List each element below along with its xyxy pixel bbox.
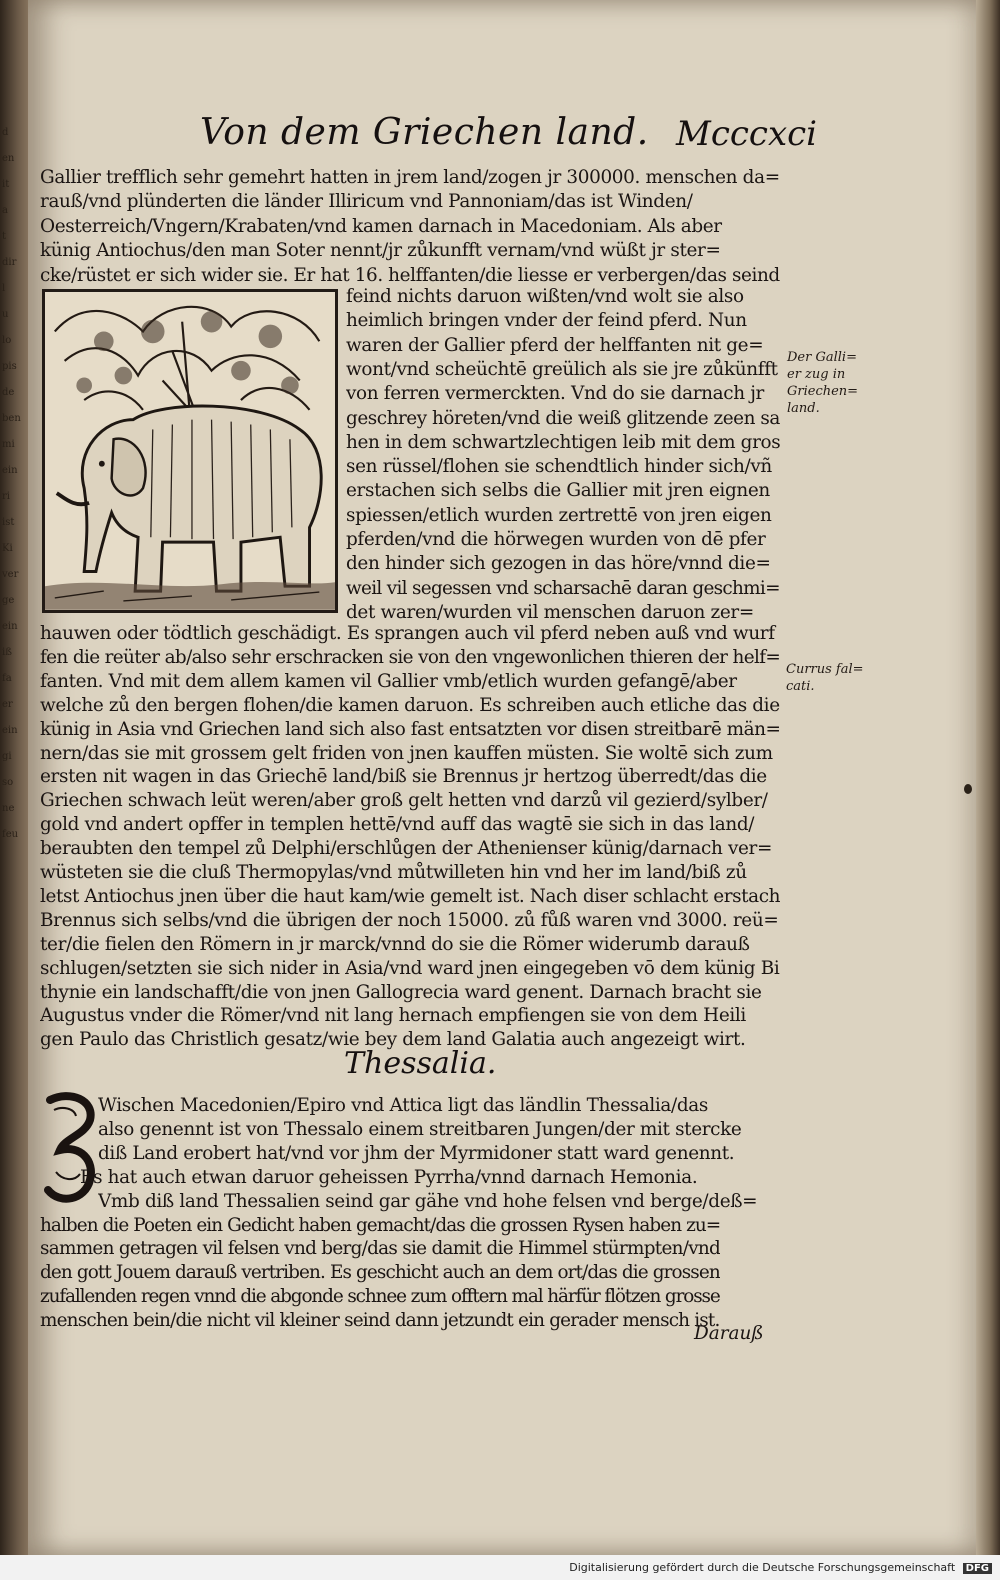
lower-line-8: Griechen schwach leüt weren/aber groß gelt hetten vnd darzů vil gezierd/sylber/ <box>40 790 768 812</box>
thessalia-line-3: diß Land erobert hat/vnd vor jhm der Myrmidoner statt ward genennt. <box>98 1142 735 1164</box>
adjacent-fragment: ben <box>2 413 21 424</box>
lower-line-16: thynie ein landschafft/die von jnen Gallogrecia ward genent. Darnach bracht sie <box>40 981 762 1003</box>
adjacent-page-gutter <box>0 0 30 1580</box>
adjacent-fragment: gi <box>2 751 12 762</box>
thessalia-line-6: halben die Poeten ein Gedicht haben gemacht/das die grossen Rysen haben zu= <box>40 1214 720 1236</box>
adjacent-fragment: it <box>2 179 10 190</box>
lower-line-10: beraubten den tempel zů Delphi/erschlůgen der Athenienser künig/darnach ver= <box>40 838 773 860</box>
lower-line-1: hauwen oder tödtlich geschädigt. Es sprangen auch vil pferd neben auß vnd wurf <box>40 623 775 644</box>
adjacent-fragment: ein <box>2 621 18 632</box>
thessalia-line-7: sammen getragen vil felsen vnd berg/das sie damit die Himmel stürmpten/vnd <box>40 1238 720 1260</box>
lower-line-2: fen die reüter ab/also sehr erschracken sie von den vngewonlichen thieren der helf= <box>40 646 780 668</box>
wrap-line-4: wont/vnd scheüchtē greülich als sie jre zůkünfft <box>346 358 778 380</box>
thessalia-line-9: zufallenden regen vnnd die abgonde schnee zum offtern mal härfür flötzen grosse <box>40 1286 720 1308</box>
wrap-line-2: heimlich bringen vnder der feind pferd. Nun <box>346 310 747 332</box>
credit-text: Digitalisierung gefördert durch die Deutsche Forschungsgemeinschaft <box>569 1561 956 1574</box>
lower-line-6: nern/das sie mit grossem gelt friden von jnen kauffen müsten. Sie woltē sich zum <box>40 742 773 764</box>
adjacent-fragment: ein <box>2 465 18 476</box>
adjacent-fragment: ge <box>2 595 15 606</box>
thessalia-line-5: Vmb diß land Thessalien seind gar gähe vnd hohe felsen vnd berge/deß= <box>98 1190 758 1212</box>
adjacent-fragment: ne <box>2 803 15 814</box>
wrap-line-10: spiessen/etlich wurden zertrettē von jren eigen <box>346 504 772 526</box>
lower-line-14: ter/die fielen den Römern in jr marck/vnnd do sie die Römer widerumb darauß <box>40 933 750 955</box>
wrap-line-7: hen in dem schwartzlechtigen leib mit dem gros <box>346 431 780 453</box>
lower-line-15: schlugen/setzten sie sich nider in Asia/vnd ward jnen eingegeben vō dem künig Bi <box>40 957 780 979</box>
adjacent-fragment: iß <box>2 647 12 658</box>
marginal-note-currus: Currus fal= cati. <box>786 662 864 694</box>
section-heading-thessalia: Thessalia. <box>344 1046 497 1081</box>
marginal-note-gallier: Der Galli= er zug in Griechen= land. <box>787 350 859 416</box>
wrap-line-5: von ferren vermerckten. Vnd do sie darnach jr <box>346 383 764 405</box>
adjacent-fragment: er <box>2 699 13 710</box>
wrap-line-9: erstachen sich selbs die Gallier mit jren eignen <box>346 480 770 502</box>
adjacent-fragment: lo <box>2 335 12 346</box>
page-edge <box>976 0 1000 1555</box>
adjacent-fragment: fa <box>2 673 12 684</box>
adjacent-fragment: ein <box>2 725 18 736</box>
adjacent-page-text-fragments <box>2 120 26 1440</box>
dfg-logo: DFG <box>963 1563 992 1574</box>
lower-line-3: fanten. Vnd mit dem allem kamen vil Gallier vmb/etlich wurden gefangē/aber <box>40 670 737 692</box>
wrap-line-1: feind nichts daruon wißten/vnd wolt sie also <box>346 286 744 307</box>
adjacent-fragment: dir <box>2 257 17 268</box>
adjacent-fragment: ri <box>2 491 10 502</box>
catchword: Darauß <box>694 1323 764 1344</box>
adjacent-fragment: u <box>2 309 9 320</box>
wrap-line-12: den hinder sich gezogen in das höre/vnnd die= <box>346 553 771 575</box>
lower-line-4: welche zů den bergen flohen/die kamen daruon. Es schreiben auch etliche das die <box>40 694 780 716</box>
body-line-2: rauß/vnd plünderten die länder Illiricum vnd Pannoniam/das ist Winden/ <box>40 191 693 213</box>
folio-number: Mcccxci <box>676 114 818 154</box>
adjacent-fragment: Ki <box>2 543 13 554</box>
body-line-3: Oesterreich/Vngern/Krabaten/vnd kamen darnach in Macedoniam. Als aber <box>40 215 722 237</box>
lower-line-11: wüsteten sie die cluß Thermopylas/vnd můtwilleten hin vnd her im land/biß zů <box>40 862 747 883</box>
body-line-4: künig Antiochus/den man Soter nennt/jr zůkunfft vernam/vnd wüßt jr ster= <box>40 240 721 262</box>
ink-spot <box>964 784 972 794</box>
adjacent-fragment: so <box>2 777 14 788</box>
wrap-line-8: sen rüssel/flohen sie schendtlich hinder sich/vñ <box>346 456 772 478</box>
digitization-credit <box>569 1561 992 1574</box>
wrap-line-11: pferden/vnd die hörwegen wurden von dē pfer <box>346 529 766 550</box>
adjacent-fragment: de <box>2 387 15 398</box>
adjacent-fragment: mi <box>2 439 15 450</box>
thessalia-line-2: also genennt ist von Thessalo einem streitbaren Jungen/der mit stercke <box>98 1118 742 1140</box>
adjacent-fragment: en <box>2 153 15 164</box>
lower-line-17: Augustus vnder die Römer/vnd nit lang hernach empfiengen sie von dem Heili <box>40 1005 746 1027</box>
thessalia-line-8: den gott Jouem darauß vertriben. Es geschicht auch an dem ort/das die grossen <box>40 1262 720 1284</box>
wrap-line-3: waren der Gallier pferd der helffanten nit ge= <box>346 334 764 356</box>
decorated-initial-z <box>40 1090 102 1208</box>
adjacent-fragment: ist <box>2 517 15 528</box>
lower-line-13: Brennus sich selbs/vnd die übrigen der noch 15000. zů fůß waren vnd 3000. reü= <box>40 909 779 931</box>
adjacent-fragment: pis <box>2 361 17 372</box>
lower-line-7: ersten nit wagen in das Griechē land/biß sie Brennus jr hertzog überredt/das die <box>40 766 767 788</box>
elephant-woodcut-image <box>42 289 338 613</box>
thessalia-line-1: Wischen Macedonien/Epiro vnd Attica ligt das ländlin Thessalia/das <box>98 1095 709 1116</box>
thessalia-line-10: menschen bein/die nicht vil kleiner seind dann jetzundt ein gerader mensch ist. <box>40 1310 720 1332</box>
adjacent-fragment: feu <box>2 829 19 840</box>
wrap-line-13: weil vil segessen vnd scharsachē daran geschmi= <box>346 577 780 599</box>
adjacent-fragment: l <box>2 283 6 294</box>
lower-line-9: gold vnd andert opffer in templen hettē/vnd auff das wagtē sie sich in das land/ <box>40 814 755 836</box>
lower-line-5: künig in Asia vnd Griechen land sich also fast entsatzten vor disen streitbarē män= <box>40 718 780 740</box>
running-title: Von dem Griechen land. <box>200 112 649 153</box>
wrap-line-14: det waren/wurden vil menschen daruon zer= <box>346 601 754 623</box>
adjacent-fragment: ver <box>2 569 19 580</box>
wrap-line-6: geschrey höreten/vnd die weiß glitzende zeen sa <box>346 407 780 429</box>
adjacent-fragment: t <box>2 231 7 242</box>
adjacent-fragment: d <box>2 127 9 138</box>
lower-line-18: gen Paulo das Christlich gesatz/wie bey dem land Galatia auch angezeigt wirt. <box>40 1029 746 1051</box>
thessalia-line-4: Es hat auch etwan daruor geheissen Pyrrha/vnnd darnach Hemonia. <box>80 1166 698 1188</box>
body-line-5: cke/rüstet er sich wider sie. Er hat 16. helffanten/die liesse er verbergen/das seind <box>40 264 780 286</box>
body-line-1: Gallier trefflich sehr gemehrt hatten in jrem land/zogen jr 300000. menschen da= <box>40 167 780 188</box>
lower-line-12: letst Antiochus jnen über die haut kam/wie gemelt ist. Nach diser schlacht erstach <box>40 885 780 907</box>
adjacent-fragment: a <box>2 205 8 216</box>
